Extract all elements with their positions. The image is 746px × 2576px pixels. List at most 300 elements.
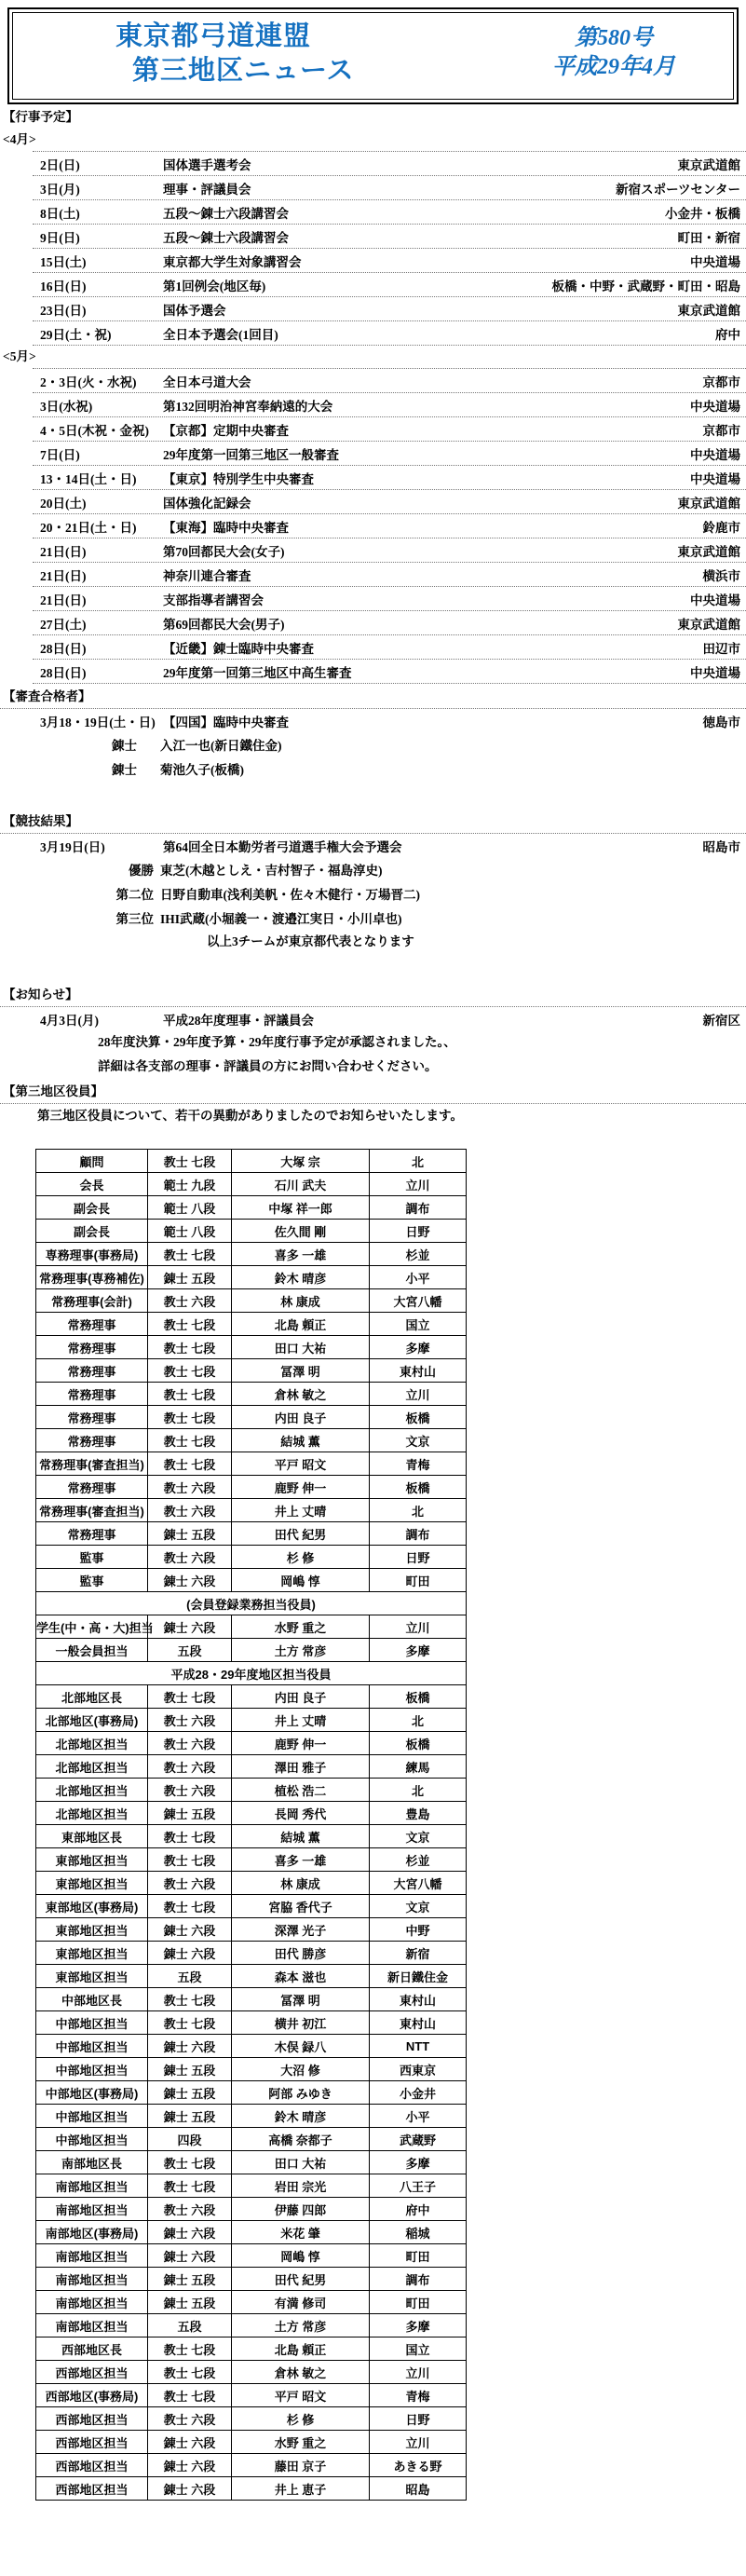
- officer-row: [36, 1220, 467, 1243]
- rank-cell: 錬士 五段: [148, 2291, 232, 2314]
- event-venue: 中央道場: [690, 471, 740, 486]
- role-cell: 南部地区長: [36, 2151, 148, 2174]
- role-cell: 常務理事(専務補佐): [36, 1266, 148, 1289]
- officer-row: [36, 2128, 467, 2151]
- role-cell: 副会長: [36, 1196, 148, 1220]
- event-venue: 新宿スポーツセンター: [616, 182, 740, 197]
- role-cell: 顧問: [36, 1150, 148, 1173]
- spacer: [0, 954, 746, 982]
- rank-cell: 錬士 六段: [148, 2431, 232, 2454]
- rank-cell: 錬士 六段: [148, 2244, 232, 2268]
- event-row: [33, 393, 746, 417]
- rank-cell: 教士 七段: [148, 1406, 232, 1429]
- passer-rank: 錬士: [112, 763, 137, 777]
- passer-row: [112, 756, 746, 781]
- branch-cell: 中野: [370, 1918, 467, 1942]
- officer-row: [36, 1895, 467, 1918]
- role-cell: 西部地区(事務局): [36, 2384, 148, 2407]
- officer-row: [36, 1942, 467, 1965]
- name-cell: 鹿野 伸一: [232, 1732, 370, 1755]
- event-date: 2・3日(火・水祝): [40, 375, 137, 389]
- issue-number: 第580号: [575, 26, 653, 50]
- role-cell: 西部地区担当: [36, 2431, 148, 2454]
- officers-table-body: [36, 1150, 467, 2501]
- event-date: 9日(日): [40, 230, 80, 245]
- role-cell: 西部地区長: [36, 2337, 148, 2361]
- officer-row: [36, 1848, 467, 1872]
- branch-cell: あきる野: [370, 2454, 467, 2477]
- branch-cell: 板橋: [370, 1406, 467, 1429]
- branch-cell: 北: [370, 1499, 467, 1522]
- branch-cell: 立川: [370, 2431, 467, 2454]
- event-date: 3日(水祝): [40, 399, 93, 414]
- event-venue: 中央道場: [690, 665, 740, 680]
- officer-row: [36, 2081, 467, 2105]
- spacer: [0, 781, 746, 809]
- name-cell: 井上 丈晴: [232, 1709, 370, 1732]
- rank-cell: 錬士 五段: [148, 2058, 232, 2081]
- name-cell: 中塚 祥一郎: [232, 1196, 370, 1220]
- exam-heading: 【審査合格者】: [0, 684, 746, 709]
- role-cell: 中部地区担当: [36, 2128, 148, 2151]
- officer-row: [36, 1476, 467, 1499]
- name-cell: 澤田 雅子: [232, 1755, 370, 1779]
- name-cell: 鈴木 晴彦: [232, 2105, 370, 2128]
- results-note: 以上3チームが東京都代表となります: [207, 934, 414, 948]
- event-row: [33, 563, 746, 587]
- branch-cell: 日野: [370, 1546, 467, 1569]
- officer-row: [36, 2384, 467, 2407]
- name-cell: 米花 肇: [232, 2221, 370, 2244]
- event-row: [33, 587, 746, 611]
- officer-row: [36, 1802, 467, 1825]
- role-cell: 常務理事: [36, 1522, 148, 1546]
- rank-cell: 教士 七段: [148, 1383, 232, 1406]
- event-date: 23日(日): [40, 303, 87, 318]
- rank-cell: 錬士 六段: [148, 1942, 232, 1965]
- officers-table: [35, 1149, 467, 2501]
- officer-row: [36, 1336, 467, 1359]
- name-cell: 阿部 みゆき: [232, 2081, 370, 2105]
- event-date: 27日(土): [40, 617, 87, 632]
- event-venue: 町田・新宿: [677, 230, 740, 245]
- branch-cell: 文京: [370, 1895, 467, 1918]
- role-cell: 南部地区担当: [36, 2314, 148, 2337]
- section-label-cell: 平成28・29年度地区担当役員: [36, 1662, 467, 1685]
- role-cell: 常務理事: [36, 1383, 148, 1406]
- event-row: [33, 321, 746, 346]
- officer-row: [36, 2151, 467, 2174]
- rank-cell: 錬士 五段: [148, 2081, 232, 2105]
- role-cell: 常務理事(審査担当): [36, 1499, 148, 1522]
- officer-row: [36, 2407, 467, 2431]
- role-cell: 東部地区(事務局): [36, 1895, 148, 1918]
- event-date: 28日(日): [40, 665, 87, 680]
- name-cell: 鈴木 晴彦: [232, 1266, 370, 1289]
- name-cell: 喜多 一雄: [232, 1848, 370, 1872]
- role-cell: 常務理事: [36, 1476, 148, 1499]
- role-cell: 北部地区担当: [36, 1779, 148, 1802]
- branch-cell: 調布: [370, 1196, 467, 1220]
- branch-cell: 東村山: [370, 1359, 467, 1383]
- role-cell: 西部地区担当: [36, 2477, 148, 2501]
- role-cell: 東部地区担当: [36, 1848, 148, 1872]
- role-cell: 北部地区担当: [36, 1732, 148, 1755]
- schedule-months: [0, 129, 746, 684]
- branch-cell: 八王子: [370, 2174, 467, 2198]
- officer-row: [36, 1383, 467, 1406]
- officer-row: [36, 2221, 467, 2244]
- name-cell: 井上 恵子: [232, 2477, 370, 2501]
- name-cell: 藤田 京子: [232, 2454, 370, 2477]
- officer-row: [36, 1289, 467, 1313]
- officer-row: [36, 2477, 467, 2501]
- role-cell: 南部地区担当: [36, 2174, 148, 2198]
- event-row: [33, 660, 746, 684]
- rank-cell: 教士 六段: [148, 2198, 232, 2221]
- name-cell: 田口 大祐: [232, 2151, 370, 2174]
- event-venue: 東京武道館: [677, 496, 740, 511]
- branch-cell: 稲城: [370, 2221, 467, 2244]
- rank-cell: 教士 六段: [148, 1476, 232, 1499]
- officer-row: [36, 1406, 467, 1429]
- event-name: 支部指導者講習会: [163, 593, 264, 607]
- officer-row: [36, 1662, 467, 1685]
- event-name: 29年度第一回第三地区一般審査: [163, 447, 339, 462]
- role-cell: 南部地区(事務局): [36, 2221, 148, 2244]
- officer-row: [36, 1243, 467, 1266]
- branch-cell: 多摩: [370, 2151, 467, 2174]
- event-row: [33, 466, 746, 490]
- branch-cell: 青梅: [370, 2384, 467, 2407]
- name-cell: 森本 滋也: [232, 1965, 370, 1988]
- results-heading: 【競技結果】: [0, 809, 746, 834]
- rank-cell: 教士 六段: [148, 1499, 232, 1522]
- rank-cell: 教士 七段: [148, 1150, 232, 1173]
- name-cell: 田口 大祐: [232, 1336, 370, 1359]
- event-venue: 東京武道館: [677, 157, 740, 172]
- role-cell: 中部地区担当: [36, 2105, 148, 2128]
- officer-row: [36, 1592, 467, 1615]
- branch-cell: 小金井: [370, 2081, 467, 2105]
- branch-cell: 町田: [370, 2291, 467, 2314]
- branch-cell: 国立: [370, 2337, 467, 2361]
- event-venue: 東京武道館: [677, 544, 740, 559]
- role-cell: 常務理事: [36, 1336, 148, 1359]
- role-cell: 常務理事: [36, 1406, 148, 1429]
- name-cell: 平戸 昭文: [232, 2384, 370, 2407]
- officer-row: [36, 2291, 467, 2314]
- officer-row: [36, 1732, 467, 1755]
- rank-cell: 錬士 六段: [148, 1569, 232, 1592]
- officer-row: [36, 1569, 467, 1592]
- event-name: 平成28年度理事・評議員会: [163, 1013, 314, 1028]
- officer-row: [36, 2105, 467, 2128]
- event-name: 五段～錬士六段講習会: [163, 206, 289, 221]
- event-row: [33, 611, 746, 635]
- officers-heading: 【第三地区役員】: [0, 1079, 746, 1104]
- role-cell: 副会長: [36, 1220, 148, 1243]
- event-name: 五段～錬士六段講習会: [163, 230, 289, 245]
- role-cell: 北部地区担当: [36, 1755, 148, 1779]
- officer-row: [36, 1522, 467, 1546]
- branch-cell: 板橋: [370, 1685, 467, 1709]
- event-date: 20日(土): [40, 496, 87, 511]
- officer-row: [36, 1546, 467, 1569]
- branch-cell: 立川: [370, 1615, 467, 1639]
- notice-line: 詳細は各支部の理事・評議員の方にお問い合わせください。: [98, 1059, 438, 1073]
- officer-row: [36, 1709, 467, 1732]
- role-cell: 常務理事(会計): [36, 1289, 148, 1313]
- event-row: [33, 1007, 746, 1030]
- branch-cell: 立川: [370, 2361, 467, 2384]
- notice-line: 28年度決算・29年度予算・29年度行事予定が承認されました。、: [98, 1035, 456, 1049]
- event-date: 20・21日(土・日): [40, 520, 137, 535]
- rank-cell: 教士 七段: [148, 1359, 232, 1383]
- event-row: [33, 490, 746, 514]
- officer-row: [36, 2337, 467, 2361]
- event-date: 21日(日): [40, 568, 87, 583]
- branch-cell: 北: [370, 1709, 467, 1732]
- placement-team: 日野自動車(浅利美帆・佐々木健行・万場晋二): [160, 888, 420, 902]
- branch-cell: 町田: [370, 1569, 467, 1592]
- rank-cell: 教士 七段: [148, 1988, 232, 2011]
- role-cell: 学生(中・高・大)担当: [36, 1615, 148, 1639]
- event-date: 3月19日(日): [40, 839, 105, 854]
- event-venue: 中央道場: [690, 447, 740, 462]
- name-cell: 長岡 秀代: [232, 1802, 370, 1825]
- name-cell: 木俣 録八: [232, 2035, 370, 2058]
- branch-cell: 日野: [370, 2407, 467, 2431]
- role-cell: 東部地区長: [36, 1825, 148, 1848]
- officer-row: [36, 2244, 467, 2268]
- name-cell: 喜多 一雄: [232, 1243, 370, 1266]
- name-cell: 倉林 敏之: [232, 1383, 370, 1406]
- month-label: <4月>: [3, 132, 36, 146]
- officer-row: [36, 2035, 467, 2058]
- rank-cell: 教士 七段: [148, 1848, 232, 1872]
- event-name: 国体予選会: [163, 303, 226, 318]
- branch-cell: 日野: [370, 1220, 467, 1243]
- event-venue: 中央道場: [690, 593, 740, 607]
- branch-cell: 調布: [370, 1522, 467, 1546]
- rank-cell: 教士 六段: [148, 1709, 232, 1732]
- event-row: [33, 369, 746, 393]
- name-cell: 杉 修: [232, 2407, 370, 2431]
- rank-cell: 教士 六段: [148, 1779, 232, 1802]
- role-cell: 南部地区担当: [36, 2291, 148, 2314]
- role-cell: 中部地区(事務局): [36, 2081, 148, 2105]
- placement-row: [0, 857, 746, 881]
- notice-section: [0, 1007, 746, 1079]
- officer-row: [36, 2454, 467, 2477]
- officer-row: [36, 2058, 467, 2081]
- role-cell: 常務理事: [36, 1313, 148, 1336]
- name-cell: 石川 武夫: [232, 1173, 370, 1196]
- branch-cell: 新日鐵住金: [370, 1965, 467, 1988]
- placement-label: 優勝: [129, 864, 154, 878]
- role-cell: 会長: [36, 1173, 148, 1196]
- results-section: [0, 834, 746, 930]
- branch-cell: 東村山: [370, 1988, 467, 2011]
- officer-row: [36, 2431, 467, 2454]
- officer-row: [36, 2361, 467, 2384]
- rank-cell: 錬士 六段: [148, 1615, 232, 1639]
- event-row: [33, 834, 746, 857]
- event-name: 第69回都民大会(男子): [163, 617, 285, 632]
- officer-row: [36, 2011, 467, 2035]
- officer-row: [36, 1988, 467, 2011]
- placement-team: IHI武蔵(小堀義一・渡邉江実日・小川卓也): [160, 912, 402, 926]
- event-name: 第132回明治神宮奉納遠的大会: [163, 399, 333, 414]
- rank-cell: 教士 七段: [148, 1895, 232, 1918]
- name-cell: 内田 良子: [232, 1685, 370, 1709]
- event-row: [33, 200, 746, 225]
- placement-row: [0, 881, 746, 906]
- officer-row: [36, 2314, 467, 2337]
- rank-cell: 範士 八段: [148, 1196, 232, 1220]
- event-date: 4月3日(月): [40, 1013, 99, 1028]
- month-label: <5月>: [3, 349, 36, 363]
- rank-cell: 錬士 六段: [148, 2454, 232, 2477]
- event-name: 【四国】臨時中央審査: [163, 715, 289, 729]
- role-cell: 監事: [36, 1546, 148, 1569]
- name-cell: 結城 薫: [232, 1825, 370, 1848]
- passer-name: 入江一也(新日鐵住金): [160, 739, 282, 753]
- branch-cell: 大宮八幡: [370, 1872, 467, 1895]
- event-row: [33, 538, 746, 563]
- name-cell: 林 康成: [232, 1289, 370, 1313]
- event-name: 理事・評議員会: [163, 182, 251, 197]
- event-name: 【東海】臨時中央審査: [163, 520, 289, 535]
- event-row: [33, 709, 746, 732]
- role-cell: 監事: [36, 1569, 148, 1592]
- rank-cell: 教士 七段: [148, 1313, 232, 1336]
- rank-cell: 教士 七段: [148, 2151, 232, 2174]
- event-date: 8日(土): [40, 206, 80, 221]
- officer-row: [36, 1639, 467, 1662]
- name-cell: 水野 重之: [232, 2431, 370, 2454]
- name-cell: 井上 丈晴: [232, 1499, 370, 1522]
- rank-cell: 教士 六段: [148, 1755, 232, 1779]
- name-cell: 鹿野 伸一: [232, 1476, 370, 1499]
- branch-cell: 立川: [370, 1383, 467, 1406]
- officer-row: [36, 1685, 467, 1709]
- name-cell: 横井 初江: [232, 2011, 370, 2035]
- rank-cell: 教士 七段: [148, 1452, 232, 1476]
- role-cell: 西部地区担当: [36, 2407, 148, 2431]
- section-label-cell: (会員登録業務担当役員): [36, 1592, 467, 1615]
- branch-cell: NTT: [370, 2035, 467, 2058]
- placement-label: 第三位: [115, 912, 154, 926]
- issue-date: 平成29年4月: [552, 55, 675, 79]
- name-cell: 水野 重之: [232, 1615, 370, 1639]
- event-name: 29年度第一回第三地区中高生審査: [163, 665, 352, 680]
- branch-cell: 板橋: [370, 1476, 467, 1499]
- name-cell: 有満 修司: [232, 2291, 370, 2314]
- name-cell: 土方 常彦: [232, 1639, 370, 1662]
- event-row: [33, 176, 746, 200]
- rank-cell: 教士 七段: [148, 1336, 232, 1359]
- branch-cell: 杉並: [370, 1243, 467, 1266]
- placement-label: 第二位: [115, 888, 154, 902]
- officer-row: [36, 1872, 467, 1895]
- officer-row: [36, 1965, 467, 1988]
- event-date: 15日(土): [40, 254, 87, 269]
- event-name: 国体選手選考会: [163, 157, 251, 172]
- issue-info: [516, 24, 712, 82]
- masthead-inner-box: [12, 12, 734, 100]
- name-cell: 田代 紀男: [232, 2268, 370, 2291]
- event-name: 【京都】定期中央審査: [163, 423, 289, 438]
- event-venue: 中央道場: [690, 254, 740, 269]
- event-name: 神奈川連合審査: [163, 568, 251, 583]
- event-date: 2日(日): [40, 157, 80, 172]
- event-row: [33, 417, 746, 442]
- passer-rank: 錬士: [112, 739, 137, 753]
- role-cell: 中部地区担当: [36, 2058, 148, 2081]
- officer-row: [36, 1266, 467, 1289]
- event-date: 16日(日): [40, 279, 87, 293]
- role-cell: 東部地区担当: [36, 1942, 148, 1965]
- role-cell: 南部地区担当: [36, 2268, 148, 2291]
- passer-name: 菊池久子(板橋): [160, 763, 244, 777]
- rank-cell: 錬士 六段: [148, 2035, 232, 2058]
- placement-team: 東芝(木越としえ・吉村智子・福島淳史): [160, 864, 383, 878]
- event-venue: 東京武道館: [677, 303, 740, 318]
- event-venue: 鈴鹿市: [702, 520, 740, 535]
- rank-cell: 錬士 五段: [148, 1802, 232, 1825]
- branch-cell: 文京: [370, 1429, 467, 1452]
- branch-cell: 青梅: [370, 1452, 467, 1476]
- name-cell: 結城 薫: [232, 1429, 370, 1452]
- role-cell: 北部地区担当: [36, 1802, 148, 1825]
- rank-cell: 教士 六段: [148, 1546, 232, 1569]
- newsletter-title-line2: 第三地区ニュース: [132, 56, 355, 86]
- rank-cell: 教士 七段: [148, 1429, 232, 1452]
- event-name: 【近畿】錬士臨時中央審査: [163, 641, 314, 656]
- event-name: 第64回全日本勤労者弓道選手権大会予選会: [163, 839, 402, 854]
- rank-cell: 教士 六段: [148, 1732, 232, 1755]
- schedule-rows: [33, 151, 746, 346]
- rank-cell: 四段: [148, 2128, 232, 2151]
- name-cell: 冨澤 明: [232, 1988, 370, 2011]
- officer-row: [36, 1825, 467, 1848]
- event-row: [33, 514, 746, 538]
- rank-cell: 錬士 六段: [148, 1918, 232, 1942]
- rank-cell: 教士 七段: [148, 2337, 232, 2361]
- branch-cell: 北: [370, 1150, 467, 1173]
- rank-cell: 教士 七段: [148, 2011, 232, 2035]
- officer-row: [36, 2198, 467, 2221]
- role-cell: 中部地区長: [36, 1988, 148, 2011]
- branch-cell: 杉並: [370, 1848, 467, 1872]
- name-cell: 伊藤 四郎: [232, 2198, 370, 2221]
- officers-intro: 第三地区役員について、若干の異動がありましたのでお知らせいたします。: [37, 1109, 463, 1123]
- rank-cell: 教士 七段: [148, 2174, 232, 2198]
- branch-cell: 西東京: [370, 2058, 467, 2081]
- rank-cell: 教士 六段: [148, 1289, 232, 1313]
- passer-row: [112, 732, 746, 756]
- branch-cell: 多摩: [370, 1336, 467, 1359]
- name-cell: 大塚 宗: [232, 1150, 370, 1173]
- event-name: 第70回都民大会(女子): [163, 544, 285, 559]
- rank-cell: 教士 七段: [148, 1685, 232, 1709]
- role-cell: 常務理事: [36, 1359, 148, 1383]
- event-row: [33, 225, 746, 249]
- event-venue: 横浜市: [702, 568, 740, 583]
- name-cell: 深澤 光子: [232, 1918, 370, 1942]
